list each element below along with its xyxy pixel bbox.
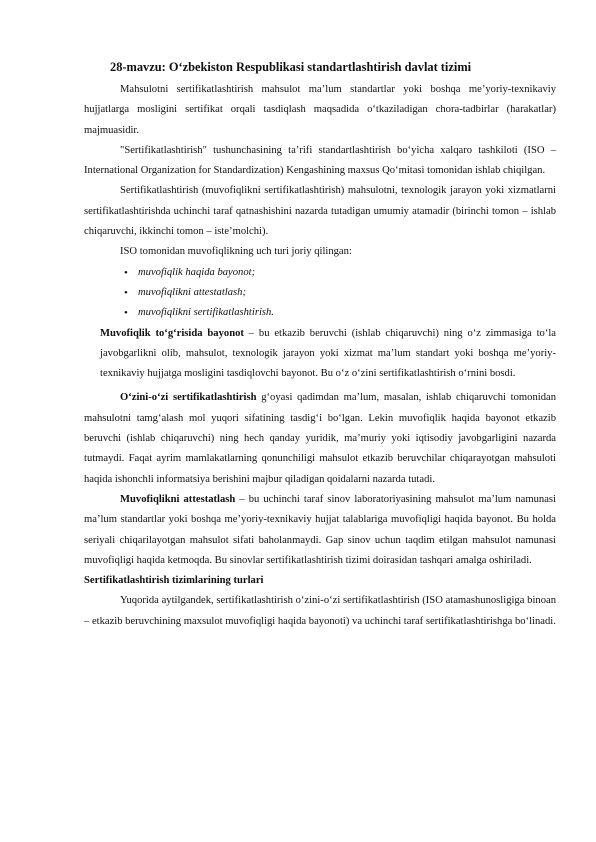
paragraph-system-types: Yuqorida aytilgandek, sertifikatlashtirish o‘zini-o‘zi sertifikatlashtirish (ISO atamashunosligiga binoan – etkazib beruvchining maxsulot muvofiqligi haqida bayonoti) va uchinchi taraf sertifikatlashtirishga bo‘linadi. [84, 595, 556, 627]
declaration-text: – bu etkazib beruvchi (ishlab chiqaruvchi) ning o‘z zimmasiga to‘la javobgarlikni olib, mahsulot, texnologik jarayon yoki xizmat ma’lum standart yoki boshqa me’yoriy-texnikaviy hujjatga mosligini tasdiqlovchi bayonot. Bu o‘z o‘zini sertifikatlashtirish o‘rnini bosdi. [100, 327, 556, 380]
paragraph-attestation [84, 490, 556, 571]
term-self-certification: O‘zini-o‘zi sertifikatlashtirish [120, 392, 257, 404]
section-heading: Sertifikatlashtirish tizimlarining turlari [84, 575, 264, 587]
term-declaration: Muvofiqlik to‘g‘risida bayonot [100, 327, 244, 339]
paragraph-certification-term: Sertifikatlashtirish (muvofiqlikni sertifikatlashtirish) mahsulotni, texnologik jarayon yoki xizmatlarni sertifikatlashtirishda uchinchi taraf qatnashishini nazarda tutadigan umumiy atamadir (birinchi tomon – ishlab chiqaruvchi, ikkinchi tomon – iste’molchi). [84, 185, 556, 238]
conformity-types-list [84, 263, 556, 324]
paragraph-conformity-types: ISO tomonidan muvofiqlikning uch turi joriy qilingan: [120, 246, 352, 258]
document-body [84, 80, 556, 632]
paragraph-declaration [84, 324, 556, 385]
self-certification-text: g‘oyasi qadimdan ma’lum, masalan, ishlab chiqaruvchi tomonidan mahsulotni tamg‘alash mol yuqori sifatining tasdig‘i bo‘lgan. Lekin muvofiqlik haqida bayonot etkazib beruvchi (ishlab chiqaruvchi) ning hech qanday yuridik, ma’muriy yoki iqtisodiy javobgarligini nazarda tutmaydi. Faqat ayrim mamlakatlarning qonunchiligi mahsulot etkazib beruvchilar chiqarayotgan mahsuloti haqida ishonchli informatsiya berishini majbur qiladigan qoidalarni nazarda tutadi. [84, 392, 556, 485]
paragraph-definition: Mahsulotni sertifikatlashtirish mahsulot ma’lum standartlar yoki boshqa me’yoriy-texnikaviy hujjatlarga mosligini sertifikat orqali tasdiqlash maqsadida o‘tkaziladigan chora-tadbirlar (harakatlar) majmuasidir. [84, 84, 556, 136]
list-item: • muvofiqlikni attestatlash; [130, 283, 556, 303]
term-attestation: Muvofiqlikni attestatlash [120, 493, 236, 505]
attestation-text: – bu uchinchi taraf sinov laboratoriyasining mahsulot ma’lum namunasi ma’lum standartlar yoki boshqa me’yoriy-texnikaviy hujjat talablariga muvofiqligi haqida bayonot. Bu holda seriyali chiqarilayotgan mahsulot sifati baholanmaydi. Gap sinov uchun taqdim etilgan mahsulot namunasi muvofiqligi haqida ketmoqda. Bu sinovlar sertifikatlashtirish tizimi doirasidan tashqari amalga oshiriladi. [84, 493, 556, 566]
list-item: • muvofiqlikni sertifikatlashtirish. [130, 303, 556, 323]
paragraph-self-certification [84, 388, 556, 489]
page-title: 28-mavzu: O‘zbekiston Respublikasi standartlashtirish davlat tizimi [110, 60, 472, 74]
paragraph-iso-definition: "Sertifikatlashtirish" tushunchasining ta’rifi standartlashtirish bo‘yicha xalqaro tashkiloti (ISO – International Organization for Standardization) Kengashining maxsus Qo‘mitasi tomonidan ishlab chiqilgan. [84, 144, 556, 177]
list-item: • muvofiqlik haqida bayonot; [130, 263, 556, 283]
